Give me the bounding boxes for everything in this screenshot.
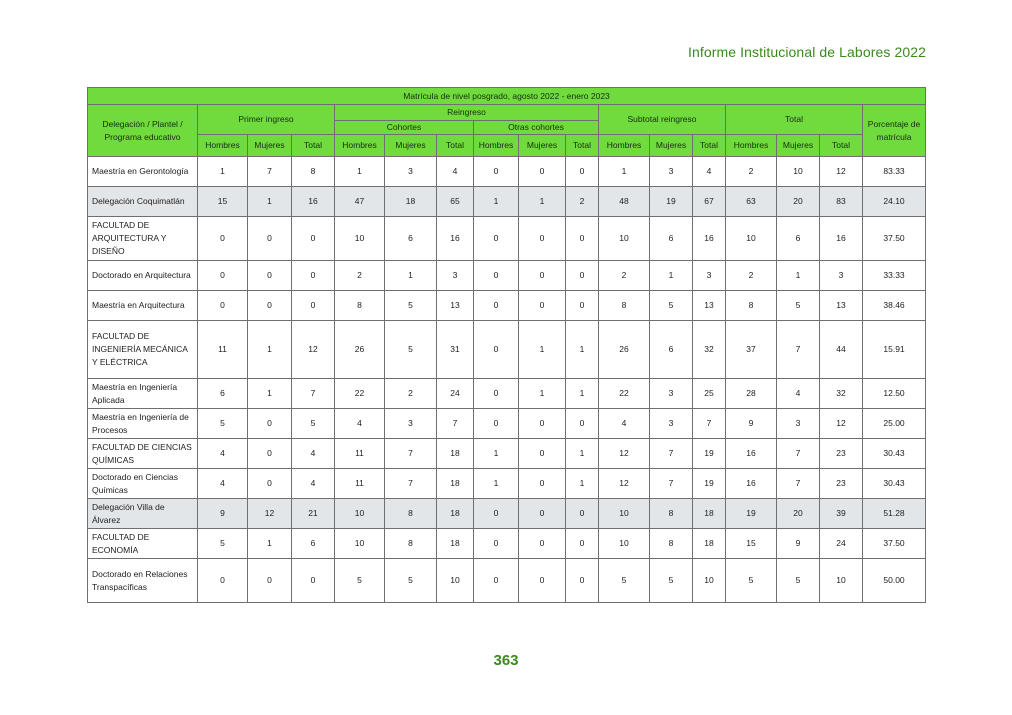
table-cell: 30.43	[863, 439, 926, 469]
table-cell: 5	[777, 291, 820, 321]
table-cell: 30.43	[863, 469, 926, 499]
table-cell: 19	[693, 469, 726, 499]
table-cell: 10	[335, 217, 385, 261]
table-cell: 8	[385, 529, 437, 559]
table-cell: 5	[385, 291, 437, 321]
document-header-title: Informe Institucional de Labores 2022	[688, 44, 926, 60]
row-label: Maestría en Ingeniería de Procesos	[88, 409, 198, 439]
table-cell: 4	[777, 379, 820, 409]
table-cell: 28	[726, 379, 777, 409]
table-cell: 1	[599, 157, 650, 187]
table-row	[88, 499, 926, 529]
table-cell: 0	[519, 261, 566, 291]
table-cell: 0	[248, 291, 292, 321]
subheader-total: Total	[292, 135, 335, 157]
table-cell: 16	[726, 469, 777, 499]
table-cell: 37.50	[863, 217, 926, 261]
table-cell: 0	[474, 409, 519, 439]
table-cell: 0	[198, 291, 248, 321]
table-cell: 3	[385, 157, 437, 187]
table-row	[88, 261, 926, 291]
table-cell: 16	[292, 187, 335, 217]
table-cell: 6	[777, 217, 820, 261]
table-cell: 1	[335, 157, 385, 187]
enrollment-table	[87, 87, 926, 603]
table-cell: 10	[777, 157, 820, 187]
table-cell: 1	[248, 529, 292, 559]
table-row	[88, 559, 926, 603]
subheader-mujeres: Mujeres	[385, 135, 437, 157]
table-cell: 8	[335, 291, 385, 321]
subheader-mujeres: Mujeres	[248, 135, 292, 157]
table-cell: 0	[566, 529, 599, 559]
table-cell: 6	[385, 217, 437, 261]
table-cell: 7	[650, 439, 693, 469]
table-cell: 15.91	[863, 321, 926, 379]
row-label: Doctorado en Arquitectura	[88, 261, 198, 291]
table-cell: 5	[198, 529, 248, 559]
table-cell: 8	[385, 499, 437, 529]
page-number: 363	[493, 652, 519, 669]
subheader-hombres: Hombres	[474, 135, 519, 157]
table-cell: 18	[437, 529, 474, 559]
table-cell: 8	[650, 529, 693, 559]
table-cell: 8	[726, 291, 777, 321]
column-header-cohortes: Cohortes	[335, 121, 474, 135]
table-cell: 2	[385, 379, 437, 409]
table-cell: 1	[474, 469, 519, 499]
table-cell: 11	[335, 469, 385, 499]
table-cell: 32	[820, 379, 863, 409]
table-cell: 0	[248, 409, 292, 439]
table-cell: 3	[650, 379, 693, 409]
table-cell: 0	[566, 409, 599, 439]
table-cell: 2	[566, 187, 599, 217]
table-cell: 22	[599, 379, 650, 409]
table-cell: 7	[650, 469, 693, 499]
table-cell: 5	[385, 321, 437, 379]
table-cell: 9	[777, 529, 820, 559]
table-cell: 1	[385, 261, 437, 291]
table-cell: 19	[693, 439, 726, 469]
table-cell: 0	[519, 499, 566, 529]
table-cell: 1	[650, 261, 693, 291]
row-label: Maestría en Ingeniería Aplicada	[88, 379, 198, 409]
table-cell: 31	[437, 321, 474, 379]
table-cell: 38.46	[863, 291, 926, 321]
table-cell: 0	[474, 559, 519, 603]
table-cell: 12	[292, 321, 335, 379]
subheader-mujeres: Mujeres	[777, 135, 820, 157]
table-cell: 63	[726, 187, 777, 217]
column-header-porcentaje: Porcentaje de matrícula	[863, 105, 926, 157]
table-cell: 10	[599, 499, 650, 529]
table-row	[88, 439, 926, 469]
table-cell: 0	[566, 157, 599, 187]
table-cell: 25.00	[863, 409, 926, 439]
table-cell: 4	[198, 439, 248, 469]
table-cell: 3	[437, 261, 474, 291]
table-cell: 0	[474, 379, 519, 409]
table-cell: 0	[198, 217, 248, 261]
table-cell: 51.28	[863, 499, 926, 529]
table-cell: 24.10	[863, 187, 926, 217]
table-cell: 5	[198, 409, 248, 439]
table-cell: 47	[335, 187, 385, 217]
table-row	[88, 291, 926, 321]
table-cell: 11	[335, 439, 385, 469]
table-cell: 12.50	[863, 379, 926, 409]
table-cell: 83.33	[863, 157, 926, 187]
table-cell: 6	[292, 529, 335, 559]
column-header-reingreso: Reingreso	[335, 105, 599, 121]
table-cell: 67	[693, 187, 726, 217]
table-cell: 0	[566, 217, 599, 261]
table-cell: 37.50	[863, 529, 926, 559]
table-row	[88, 469, 926, 499]
table-cell: 0	[292, 559, 335, 603]
table-cell: 32	[693, 321, 726, 379]
table-cell: 50.00	[863, 559, 926, 603]
row-label: Doctorado en Ciencias Químicas	[88, 469, 198, 499]
table-cell: 0	[248, 261, 292, 291]
table-cell: 0	[566, 291, 599, 321]
table-cell: 5	[777, 559, 820, 603]
table-cell: 7	[248, 157, 292, 187]
subheader-total: Total	[693, 135, 726, 157]
table-cell: 18	[693, 499, 726, 529]
table-cell: 18	[437, 439, 474, 469]
table-cell: 6	[198, 379, 248, 409]
table-cell: 3	[820, 261, 863, 291]
table-cell: 0	[474, 499, 519, 529]
table-cell: 4	[599, 409, 650, 439]
table-cell: 39	[820, 499, 863, 529]
subheader-hombres: Hombres	[599, 135, 650, 157]
table-row	[88, 157, 926, 187]
table-title: Matrícula de nivel posgrado, agosto 2022 - enero 2023	[88, 88, 926, 105]
table-cell: 2	[335, 261, 385, 291]
table-cell: 13	[693, 291, 726, 321]
table-cell: 22	[335, 379, 385, 409]
table-cell: 4	[292, 469, 335, 499]
table-row	[88, 217, 926, 261]
table-cell: 0	[566, 559, 599, 603]
table-cell: 8	[292, 157, 335, 187]
table-cell: 0	[519, 217, 566, 261]
table-cell: 2	[726, 157, 777, 187]
table-cell: 0	[519, 157, 566, 187]
column-header-program: Delegación / Plantel / Programa educativo	[88, 105, 198, 157]
table-cell: 10	[437, 559, 474, 603]
column-header-primer-ingreso: Primer ingreso	[198, 105, 335, 135]
table-cell: 1	[248, 187, 292, 217]
table-cell: 8	[599, 291, 650, 321]
table-cell: 3	[385, 409, 437, 439]
table-cell: 3	[777, 409, 820, 439]
row-label: Doctorado en Relaciones Transpacíficas	[88, 559, 198, 603]
table-cell: 16	[437, 217, 474, 261]
table-cell: 0	[474, 321, 519, 379]
table-cell: 7	[777, 469, 820, 499]
table-cell: 18	[385, 187, 437, 217]
table-cell: 20	[777, 499, 820, 529]
subheader-hombres: Hombres	[726, 135, 777, 157]
subheader-hombres: Hombres	[198, 135, 248, 157]
table-cell: 0	[519, 529, 566, 559]
table-cell: 4	[335, 409, 385, 439]
table-cell: 1	[474, 187, 519, 217]
table-cell: 0	[474, 291, 519, 321]
table-cell: 16	[693, 217, 726, 261]
table-cell: 65	[437, 187, 474, 217]
table-cell: 11	[198, 321, 248, 379]
table-cell: 48	[599, 187, 650, 217]
column-header-otras-cohortes: Otras cohortes	[474, 121, 599, 135]
table-row	[88, 321, 926, 379]
table-cell: 5	[292, 409, 335, 439]
table-cell: 7	[777, 321, 820, 379]
table-cell: 5	[650, 559, 693, 603]
table-cell: 1	[198, 157, 248, 187]
table-cell: 10	[599, 217, 650, 261]
subheader-mujeres: Mujeres	[519, 135, 566, 157]
table-cell: 5	[650, 291, 693, 321]
table-cell: 1	[566, 379, 599, 409]
table-cell: 1	[474, 439, 519, 469]
row-label: FACULTAD DE CIENCIAS QUÍMICAS	[88, 439, 198, 469]
table-cell: 7	[437, 409, 474, 439]
table-cell: 44	[820, 321, 863, 379]
table-cell: 4	[292, 439, 335, 469]
table-cell: 1	[777, 261, 820, 291]
table-cell: 18	[437, 499, 474, 529]
table-cell: 0	[474, 529, 519, 559]
subheader-total: Total	[437, 135, 474, 157]
table-cell: 21	[292, 499, 335, 529]
table-cell: 0	[248, 217, 292, 261]
table-cell: 12	[820, 409, 863, 439]
table-cell: 13	[820, 291, 863, 321]
subheader-hombres: Hombres	[335, 135, 385, 157]
table-cell: 10	[820, 559, 863, 603]
table-cell: 10	[599, 529, 650, 559]
table-cell: 0	[198, 261, 248, 291]
row-label: FACULTAD DE INGENIERÍA MECÁNICA Y ELÉCTRICA	[88, 321, 198, 379]
table-cell: 2	[726, 261, 777, 291]
enrollment-table-container	[87, 87, 925, 603]
table-cell: 23	[820, 439, 863, 469]
table-cell: 3	[650, 409, 693, 439]
table-cell: 0	[198, 559, 248, 603]
table-row	[88, 187, 926, 217]
table-cell: 13	[437, 291, 474, 321]
row-label: Maestría en Arquitectura	[88, 291, 198, 321]
table-cell: 15	[198, 187, 248, 217]
table-cell: 18	[437, 469, 474, 499]
table-cell: 0	[519, 439, 566, 469]
table-cell: 7	[292, 379, 335, 409]
table-cell: 0	[474, 261, 519, 291]
table-cell: 19	[726, 499, 777, 529]
column-header-subtotal-reingreso: Subtotal reingreso	[599, 105, 726, 135]
table-cell: 0	[474, 217, 519, 261]
table-row	[88, 529, 926, 559]
table-cell: 5	[385, 559, 437, 603]
subheader-total: Total	[820, 135, 863, 157]
table-cell: 5	[335, 559, 385, 603]
table-cell: 0	[566, 499, 599, 529]
table-cell: 7	[385, 469, 437, 499]
table-cell: 25	[693, 379, 726, 409]
table-cell: 1	[248, 321, 292, 379]
row-label: Delegación Villa de Álvarez	[88, 499, 198, 529]
table-cell: 10	[335, 499, 385, 529]
table-cell: 0	[292, 261, 335, 291]
table-cell: 16	[820, 217, 863, 261]
table-cell: 12	[248, 499, 292, 529]
subheader-mujeres: Mujeres	[650, 135, 693, 157]
table-cell: 6	[650, 217, 693, 261]
table-cell: 24	[820, 529, 863, 559]
table-cell: 1	[566, 439, 599, 469]
table-cell: 18	[693, 529, 726, 559]
table-row	[88, 379, 926, 409]
table-cell: 9	[726, 409, 777, 439]
table-cell: 5	[726, 559, 777, 603]
row-label: Delegación Coquimatlán	[88, 187, 198, 217]
table-cell: 6	[650, 321, 693, 379]
table-cell: 4	[437, 157, 474, 187]
table-cell: 7	[777, 439, 820, 469]
column-header-total: Total	[726, 105, 863, 135]
table-cell: 33.33	[863, 261, 926, 291]
table-cell: 1	[566, 469, 599, 499]
table-cell: 4	[693, 157, 726, 187]
table-cell: 12	[599, 469, 650, 499]
table-cell: 0	[519, 409, 566, 439]
table-cell: 0	[519, 291, 566, 321]
table-cell: 83	[820, 187, 863, 217]
table-cell: 37	[726, 321, 777, 379]
table-cell: 0	[248, 469, 292, 499]
table-cell: 1	[248, 379, 292, 409]
table-cell: 3	[650, 157, 693, 187]
table-cell: 12	[599, 439, 650, 469]
table-cell: 12	[820, 157, 863, 187]
table-cell: 26	[599, 321, 650, 379]
table-cell: 3	[693, 261, 726, 291]
table-cell: 10	[726, 217, 777, 261]
table-cell: 23	[820, 469, 863, 499]
table-cell: 0	[519, 469, 566, 499]
row-label: FACULTAD DE ECONOMÍA	[88, 529, 198, 559]
table-cell: 16	[726, 439, 777, 469]
table-cell: 0	[474, 157, 519, 187]
table-cell: 0	[292, 291, 335, 321]
row-label: Maestría en Gerontología	[88, 157, 198, 187]
table-cell: 0	[248, 439, 292, 469]
table-cell: 1	[566, 321, 599, 379]
table-cell: 5	[599, 559, 650, 603]
table-cell: 24	[437, 379, 474, 409]
table-cell: 7	[385, 439, 437, 469]
table-cell: 0	[519, 559, 566, 603]
table-cell: 1	[519, 379, 566, 409]
table-cell: 0	[248, 559, 292, 603]
table-cell: 4	[198, 469, 248, 499]
table-cell: 2	[599, 261, 650, 291]
table-cell: 7	[693, 409, 726, 439]
table-cell: 26	[335, 321, 385, 379]
table-cell: 1	[519, 187, 566, 217]
row-label: FACULTAD DE ARQUITECTURA Y DISEÑO	[88, 217, 198, 261]
table-cell: 8	[650, 499, 693, 529]
table-cell: 0	[566, 261, 599, 291]
table-cell: 1	[519, 321, 566, 379]
table-cell: 9	[198, 499, 248, 529]
table-cell: 19	[650, 187, 693, 217]
table-cell: 0	[292, 217, 335, 261]
subheader-total: Total	[566, 135, 599, 157]
table-cell: 10	[335, 529, 385, 559]
table-cell: 10	[693, 559, 726, 603]
table-cell: 15	[726, 529, 777, 559]
table-cell: 20	[777, 187, 820, 217]
table-row	[88, 409, 926, 439]
